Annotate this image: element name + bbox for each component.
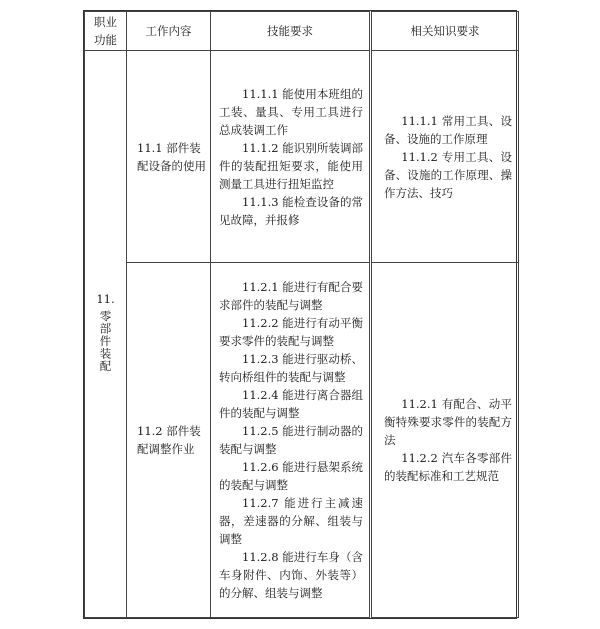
skill-item: 11.1.2 能识别所装调部件的装配扭矩要求，能使用测量工具进行扭矩监控 bbox=[219, 140, 363, 191]
knowledge-item: 11.2.1 有配合、动平衡特殊要求零件的装配方法 bbox=[384, 397, 512, 447]
occupational-standard-table bbox=[83, 10, 517, 619]
function-cell bbox=[85, 51, 127, 618]
function-name: 零部件装配 bbox=[98, 310, 113, 373]
knowledge-cell bbox=[371, 51, 519, 263]
knowledge-item: 11.1.2 专用工具、设备、设施的工作原理、操作方法、技巧 bbox=[384, 149, 512, 200]
knowledge-item: 11.2.2 汽车各零部件的装配标准和工艺规范 bbox=[384, 451, 512, 483]
knowledge-item: 11.1.1 常用工具、设备、设施的工作原理 bbox=[384, 113, 512, 146]
skills-cell bbox=[211, 263, 371, 618]
skill-item: 11.2.8 能进行车身（含车身附件、内饰、外装等）的分解、组装与调整 bbox=[219, 550, 363, 600]
skills-cell bbox=[211, 51, 371, 263]
function-number: 11. bbox=[96, 292, 115, 307]
skill-item: 11.2.3 能进行驱动桥、转向桥组件的装配与调整 bbox=[219, 352, 363, 384]
header-content: 工作内容 bbox=[127, 12, 211, 51]
header-row bbox=[85, 12, 519, 51]
skill-item: 11.2.5 能进行制动器的装配与调整 bbox=[219, 424, 363, 456]
work-content-cell: 11.1 部件装配设备的使用 bbox=[127, 51, 211, 263]
header-skills: 技能要求 bbox=[211, 12, 371, 51]
skill-item: 11.2.7 能进行主减速器，差速器的分解、组装与调整 bbox=[219, 496, 363, 546]
work-content-cell: 11.2 部件装配调整作业 bbox=[127, 263, 211, 618]
skill-item: 11.2.4 能进行离合器组件的装配与调整 bbox=[219, 388, 363, 420]
table-row bbox=[85, 51, 519, 263]
skill-item: 11.1.3 能检查设备的常见故障，并报修 bbox=[219, 194, 363, 227]
skill-item: 11.2.6 能进行悬架系统的装配与调整 bbox=[219, 460, 363, 492]
table-row bbox=[85, 263, 519, 618]
standard-table bbox=[84, 11, 519, 618]
header-function: 职业 功能 bbox=[85, 12, 127, 51]
skill-item: 11.2.2 能进行有动平衡要求零件的装配与调整 bbox=[219, 316, 363, 348]
knowledge-cell bbox=[371, 263, 519, 618]
skill-item: 11.2.1 能进行有配合要求部件的装配与调整 bbox=[219, 280, 363, 312]
header-knowledge: 相关知识要求 bbox=[371, 12, 519, 51]
skill-item: 11.1.1 能使用本班组的工装、量具、专用工具进行总成装调工作 bbox=[219, 86, 363, 137]
